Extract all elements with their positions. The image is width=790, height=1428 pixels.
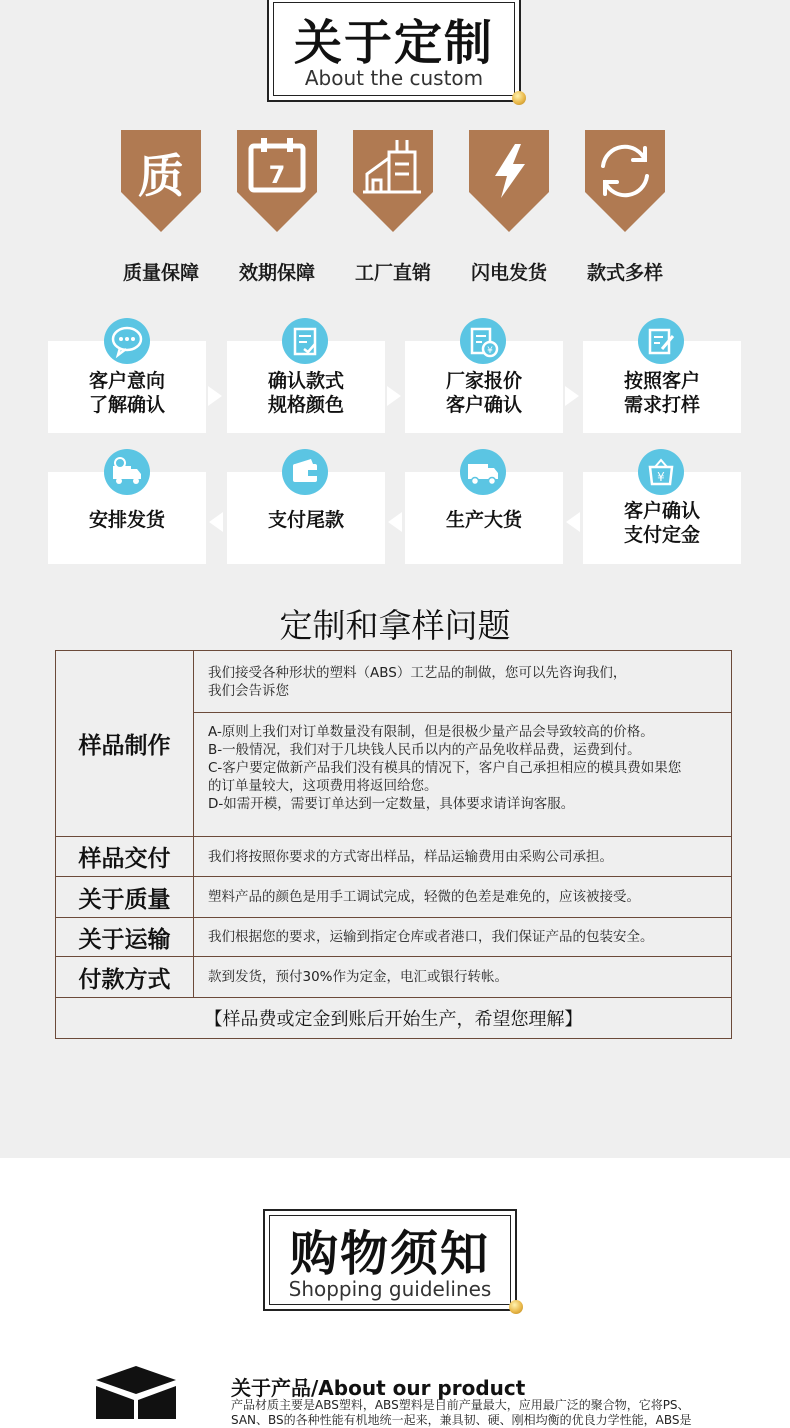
custom-title-box — [267, 0, 521, 102]
faq-heading: 定制和拿样问题 — [279, 606, 511, 645]
svg-text:¥: ¥ — [487, 346, 493, 356]
faq-answer-sample-rules: A-原则上我们对订单数量没有限制，但是很极少量产品会导致较高的价格。 B-一般情况，我们对于几块钱人民币以内的产品免收样品费，运费到付。 C-客户要定做新产品我们没有模具的情况下，客户自己承担相应的模具费如果您 的订单量较大，这项费用将返回给您。 D-如需开模，需要订单达到一定数量，具体要求请详询客服。 — [194, 713, 732, 837]
feature-badge-quality — [121, 130, 201, 232]
process-arrow-right — [565, 386, 579, 406]
wallet-icon — [282, 449, 328, 495]
payment-bag-icon — [638, 449, 684, 495]
faq-category-shipping: 关于运输 — [56, 918, 194, 957]
process-arrow-left — [566, 512, 580, 532]
feature-label-lightning: 闪电发货 — [470, 262, 547, 284]
custom-title-zh: 关于定制 — [293, 15, 494, 71]
svg-text:7: 7 — [268, 161, 286, 189]
process-arrow-right — [208, 386, 222, 406]
product-description: 产品材质主要是ABS塑料，ABS塑料是目前产量最大，应用最广泛的聚合物，它将PS、SAN、BS的各种性能有机地统一起来，兼具韧、硬、刚相均衡的优良力学性能，ABS是 — [231, 1398, 692, 1427]
product-title: 关于产品/About our product — [231, 1376, 526, 1400]
feature-badge-factory — [353, 130, 433, 232]
faq-category-sample-making: 样品制作 — [56, 651, 194, 837]
quality-icon: 质 — [138, 149, 184, 203]
quote-icon — [460, 318, 506, 364]
process-step-text: 客户意向 了解确认 — [88, 370, 165, 416]
faq-answer-shipping: 我们根据您的要求，运输到指定仓库或者港口，我们保证产品的包装安全。 — [194, 918, 732, 957]
faq-category-payment: 付款方式 — [56, 957, 194, 998]
truck-icon — [460, 449, 506, 495]
feature-label-quality: 质量保障 — [122, 262, 199, 284]
shopping-title-box — [263, 1209, 517, 1311]
process-step-text: 支付尾款 — [267, 509, 344, 531]
process-step-text: 安排发货 — [88, 509, 165, 531]
feature-badge-lightning — [469, 130, 549, 232]
custom-title-en: About the custom — [304, 66, 484, 90]
faq-answer-payment: 款到发货，预付30%作为定金，电汇或银行转帐。 — [194, 957, 732, 998]
faq-category-quality: 关于质量 — [56, 877, 194, 918]
faq-note: 【样品费或定金到账后开始生产，希望您理解】 — [56, 998, 732, 1039]
feature-label-factory: 工厂直销 — [354, 262, 431, 284]
chat-icon — [104, 318, 150, 364]
delivery-icon — [104, 449, 150, 495]
edit-icon — [638, 318, 684, 364]
process-step-text: 按照客户 需求打样 — [623, 370, 700, 416]
faq-answer-delivery: 我们将按照你要求的方式寄出样品，样品运输费用由采购公司承担。 — [194, 837, 732, 877]
faq-table — [55, 650, 732, 1039]
process-arrow-right — [387, 386, 401, 406]
process-step-text: 客户确认 支付定金 — [623, 500, 700, 546]
faq-category-delivery: 样品交付 — [56, 837, 194, 877]
shopping-title-zh: 购物须知 — [289, 1226, 490, 1282]
feature-badge-variety — [585, 130, 665, 232]
process-step-text: 生产大货 — [445, 509, 522, 531]
shopping-title-en: Shopping guidelines — [288, 1277, 492, 1301]
process-step-text: 确认款式 规格颜色 — [267, 370, 344, 416]
gold-dot-decoration — [509, 1300, 523, 1314]
faq-answer-quality: 塑料产品的颜色是用手工调试完成，轻微的色差是难免的，应该被接受。 — [194, 877, 732, 918]
checklist-icon — [282, 318, 328, 364]
gold-dot-decoration — [512, 91, 526, 105]
box-icon — [94, 1364, 178, 1419]
svg-text:¥: ¥ — [657, 470, 665, 484]
process-arrow-left — [388, 512, 402, 532]
process-arrow-left — [209, 512, 223, 532]
feature-badge-expiry — [237, 130, 317, 232]
feature-label-variety: 款式多样 — [586, 262, 663, 284]
process-step-text: 厂家报价 客户确认 — [445, 370, 522, 416]
faq-answer-sample-intro: 我们接受各种形状的塑料（ABS）工艺品的制做，您可以先咨询我们， 我们会告诉您 — [194, 651, 732, 713]
feature-label-expiry: 效期保障 — [238, 262, 315, 284]
